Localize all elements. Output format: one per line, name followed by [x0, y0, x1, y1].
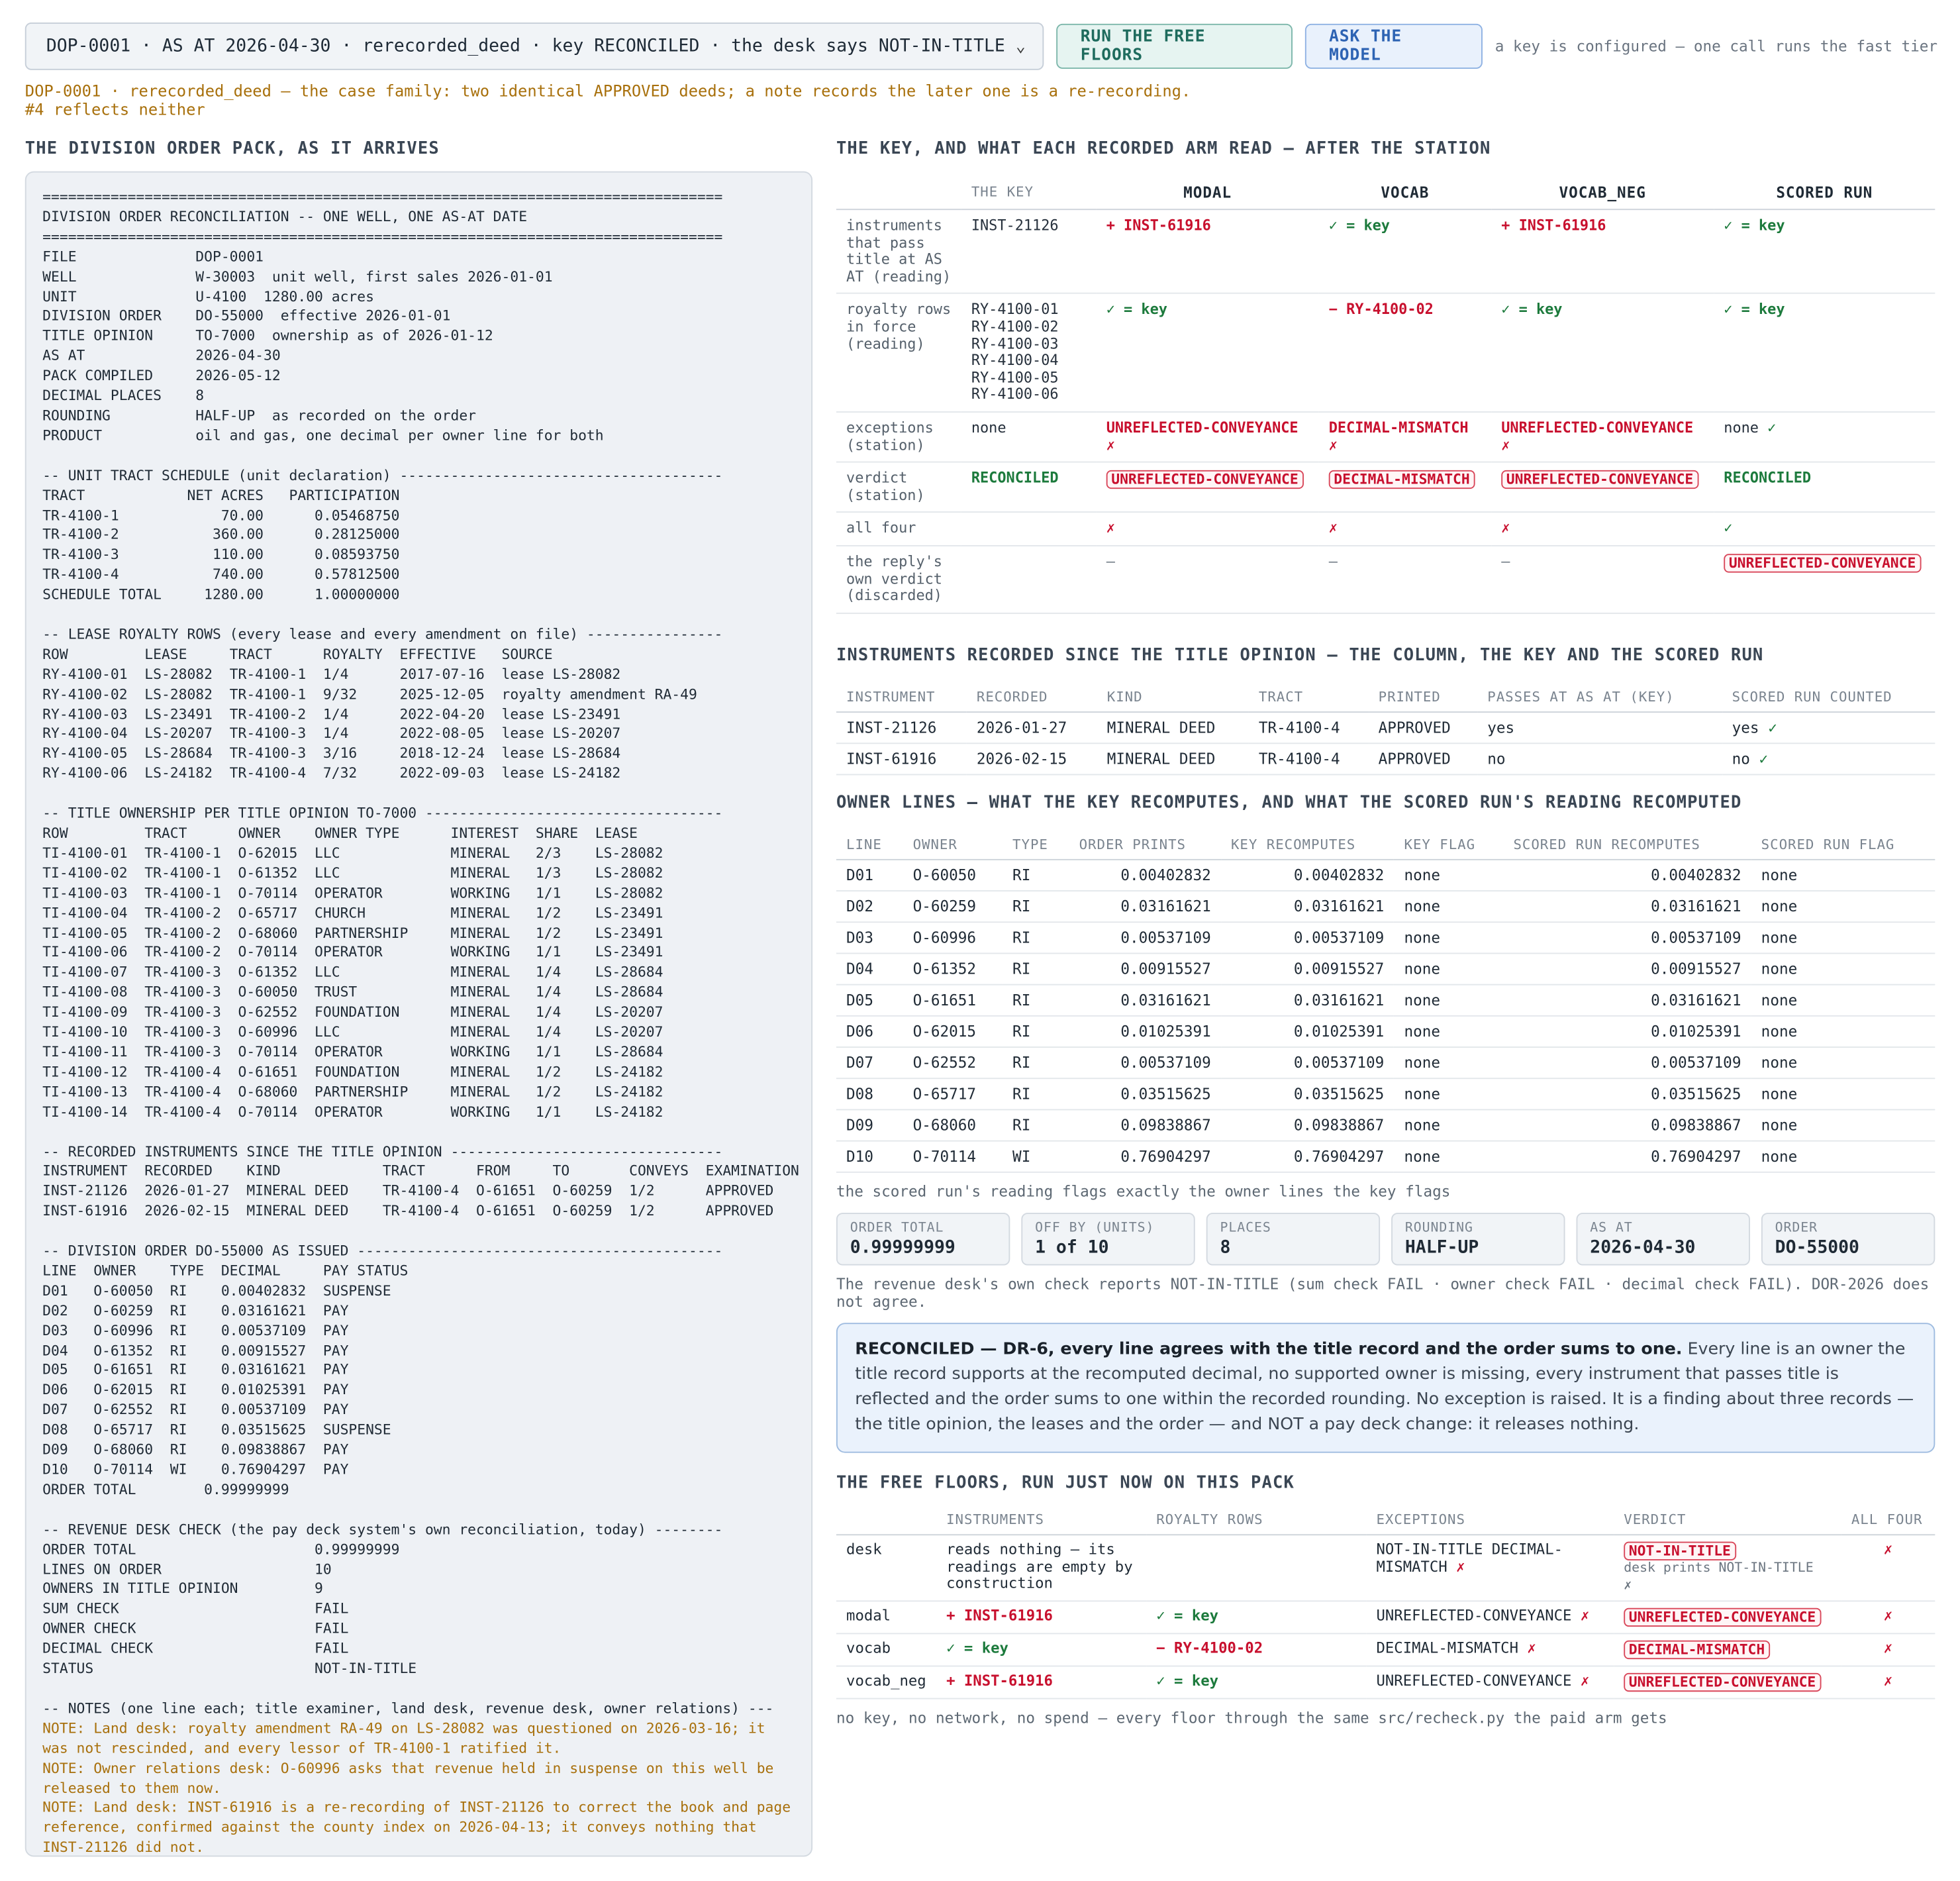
modal-value: ✓ = key: [1097, 293, 1319, 412]
row-all-four: [836, 513, 1935, 546]
cross-icon: ✗: [1501, 435, 1510, 454]
table-row: vocab ✓ = key − RY-4100-02 DECIMAL-MISMATCH ✗ DECIMAL-MISMATCH ✗: [836, 1633, 1935, 1666]
vocab-neg-value: + INST-61916: [1491, 209, 1714, 293]
pack-body: ================================================================================ DIVISION ORDER RECONCILIATION -- ONE WELL, ONE AS-AT DATE ================================================================================ FILE DOP-0001 WELL W-30003 unit well, first sales 2026-01-01 UNIT U-4100 1280.00 acres DIVISION ORDER DO-55000 effective 2026-01-01 TITLE OPINION TO-7000 ownership as of 2026-01-12 AS AT 2026-04-30 PACK COMPILED 2026-05-12 DECIMAL PLACES 8 ROUNDING HALF-UP as recorded on the order PRODUCT oil and gas, one decimal per owner line for both -- UNIT TRACT SCHEDULE (unit declaration) -------------------------------------- TRACT NET ACRES PARTICIPATION TR-4100-1 70.00 0.05468750 TR-4100-2 360.00 0.28125000 TR-4100-3 110.00 0.08593750 TR-4100-4 740.00 0.57812500 SCHEDULE TOTAL 1280.00 1.00000000 -- LEASE ROYALTY ROWS (every lease and every amendment on file) ---------------- ROW LEASE TRACT ROYALTY EFFECTIVE SOURCE RY-4100-01 LS-28082 TR-4100-1 1/4 2017-07-16 lease LS-28082 RY-4100-02 LS-28082 TR-4100-1 9/32 2025-12-05 royalty amendment RA-49 RY-4100-03 LS-23491 TR-4100-2 1/4 2022-04-20 lease LS-23491 RY-4100-04 LS-20207 TR-4100-3 1/4 2022-08-05 lease LS-20207 RY-4100-05 LS-28684 TR-4100-3 3/16 2018-12-24 lease LS-28684 RY-4100-06 LS-24182 TR-4100-4 7/32 2022-09-03 lease LS-24182 -- TITLE OWNERSHIP PER TITLE OPINION TO-7000 ----------------------------------- ROW TRACT OWNER OWNER TYPE INTEREST SHARE LEASE TI-4100-01 TR-4100-1 O-62015 LLC MINERAL 2/3 LS-28082 TI-4100-02 TR-4100-1 O-61352 LLC MINERAL 1/3 LS-28082 TI-4100-03 TR-4100-1 O-70114 OPERATOR WORKING 1/1 LS-28082 TI-4100-04 TR-4100-2 O-65717 CHURCH MINERAL 1/2 LS-23491 TI-4100-05 TR-4100-2 O-68060 PARTNERSHIP MINERAL 1/2 LS-23491 TI-4100-06 TR-4100-2 O-70114 OPERATOR WORKING 1/1 LS-23491 TI-4100-07 TR-4100-3 O-61352 LLC MINERAL 1/4 LS-28684 TI-4100-08 TR-4100-3 O-60050 TRUST MINERAL 1/4 LS-28684 TI-4100-09 TR-4100-3 O-62552 FOUNDATION MINERAL 1/4 LS-20207 TI-4100-10 TR-4100-3 O-60996 LLC MINERAL 1/4 LS-20207 TI-4100-11 TR-4100-3 O-70114 OPERATOR WORKING 1/1 LS-28684 TI-4100-12 TR-4100-4 O-61651 FOUNDATION MINERAL 1/2 LS-24182 TI-4100-13 TR-4100-4 O-68060 PARTNERSHIP MINERAL 1/2 LS-24182 TI-4100-14 TR-4100-4 O-70114 OPERATOR WORKING 1/1 LS-24182 -- RECORDED INSTRUMENTS SINCE THE TITLE OPINION -------------------------------- INSTRUMENT RECORDED KIND TRACT FROM TO CONVEYS EXAMINATION INST-21126 2026-01-27 MINERAL DEED TR-4100-4 O-61651 O-60259 1/2 APPROVED INST-61916 2026-02-15 MINERAL DEED TR-4100-4 O-61651 O-60259 1/2 APPROVED -- DIVISION ORDER DO-55000 AS ISSUED ------------------------------------------- LINE OWNER TYPE DECIMAL PAY STATUS D01 O-60050 RI 0.00402832 SUSPENSE D02 O-60259 RI 0.03161621 PAY D03 O-60996 RI 0.00537109 PAY D04 O-61352 RI 0.00915527 PAY D05 O-61651 RI 0.03161621 PAY D06 O-62015 RI 0.01025391 PAY D07 O-62552 RI 0.00537109 PAY D08 O-65717 RI 0.03515625 SUSPENSE D09 O-68060 RI 0.09838867 PAY D10 O-70114 WI 0.76904297 PAY ORDER TOTAL 0.99999999 -- REVENUE DESK CHECK (the pay deck system's own reconciliation, today) -------- ORDER TOTAL 0.99999999 LINES ON ORDER 10 OWNERS IN TITLE OPINION 9 SUM CHECK FAIL OWNER CHECK FAIL DECIMAL CHECK FAIL STATUS NOT-IN-TITLE -- NOTES (one line each; title examiner, land desk, revenue desk, owner relations) ---: [42, 189, 799, 1717]
row-label: royalty rows in force (reading): [836, 293, 961, 412]
check-icon: ✓: [1768, 719, 1777, 737]
vocab-value: [1319, 462, 1492, 513]
run-free-floors-button[interactable]: RUN THE FREE FLOORS: [1057, 24, 1293, 69]
col-modal: MODAL: [1097, 176, 1319, 209]
cross-icon: ✗: [1097, 513, 1319, 546]
cross-icon: ✗: [1883, 1606, 1893, 1625]
table-row: D05 O-61651 RI 0.03161621 0.03161621 none 0.03161621 none: [836, 985, 1935, 1016]
table-row: D08 O-65717 RI 0.03515625 0.03515625 none 0.03515625 none: [836, 1078, 1935, 1109]
table-row: vocab_neg + INST-61916 ✓ = key UNREFLECTED-CONVEYANCE ✗ UNREFLECTED-CONVEYANCE ✗: [836, 1666, 1935, 1698]
key-value: INST-21126: [961, 209, 1097, 293]
verdict-badge: UNREFLECTED-CONVEYANCE: [1624, 1673, 1821, 1692]
cross-icon: ✗: [1883, 1671, 1893, 1690]
vocab-neg-value: ✓ = key: [1491, 293, 1714, 412]
cross-icon: ✗: [1883, 1639, 1893, 1657]
owner-lines-heading: OWNER LINES — WHAT THE KEY RECOMPUTES, AND WHAT THE SCORED RUN'S READING RECOMPUTED: [836, 792, 1742, 813]
table-row: D03 O-60996 RI 0.00537109 0.00537109 none 0.00537109 none: [836, 922, 1935, 953]
verdict-badge: UNREFLECTED-CONVEYANCE: [1501, 470, 1698, 489]
owner-lines-section: [836, 793, 1935, 1727]
key-value: RY-4100-01 RY-4100-02 RY-4100-03 RY-4100-04 RY-4100-05 RY-4100-06: [961, 293, 1097, 412]
summary-tile: ORDER DO-55000: [1761, 1213, 1935, 1265]
row-exceptions: [836, 412, 1935, 462]
instruments-table: [836, 683, 1935, 776]
vocab-value: —: [1319, 546, 1492, 613]
check-icon: ✓: [1714, 513, 1935, 546]
check-icon: ✓: [1767, 419, 1777, 436]
top-bar: [25, 23, 1937, 70]
table-row: D04 O-61352 RI 0.00915527 0.00915527 none 0.00915527 none: [836, 953, 1935, 984]
cross-icon: ✗: [1624, 1577, 1632, 1593]
vocab-neg-value: [1491, 462, 1714, 513]
row-instruments: [836, 209, 1935, 293]
table-row: D01 O-60050 RI 0.00402832 0.00402832 none 0.00402832 none: [836, 860, 1935, 891]
case-select[interactable]: [25, 23, 1044, 70]
col-vocab-neg: VOCAB_NEG: [1491, 176, 1714, 209]
key-section: [836, 139, 1935, 614]
cross-icon: ✗: [1527, 1639, 1536, 1657]
case-select-value: DOP-0001 · AS AT 2026-04-30 · rerecorded_deed · key RECONCILED · the desk says NOT-IN-TITLE: [46, 36, 1005, 56]
vocab-value: − RY-4100-02: [1319, 293, 1492, 412]
key-table: [836, 176, 1935, 613]
verdict-badge: UNREFLECTED-CONVEYANCE: [1624, 1608, 1821, 1627]
key-table-header: [836, 176, 1935, 209]
cross-icon: ✗: [1328, 435, 1338, 454]
cross-icon: ✗: [1491, 513, 1714, 546]
row-label: instruments that pass title at AS AT (reading): [836, 209, 961, 293]
vocab-neg-value: —: [1491, 546, 1714, 613]
table-row: INST-61916 2026-02-15 MINERAL DEED TR-4100-4 APPROVED no no ✓: [836, 743, 1935, 774]
verdict-badge: DECIMAL-MISMATCH: [1329, 470, 1475, 489]
row-label: all four: [836, 513, 961, 546]
check-icon: ✓: [1759, 750, 1769, 768]
instruments-section: [836, 645, 1935, 775]
modal-value: + INST-61916: [1097, 209, 1319, 293]
verdict-badge: UNREFLECTED-CONVEYANCE: [1724, 554, 1921, 572]
chevron-down-icon: ⌄: [1015, 36, 1026, 56]
owner-lines-table: [836, 830, 1935, 1172]
row-label: the reply's own verdict (discarded): [836, 546, 961, 613]
summary-tile: ORDER TOTAL 0.99999999: [836, 1213, 1010, 1265]
cross-icon: ✗: [1319, 513, 1492, 546]
case-family-note: DOP-0001 · rerecorded_deed — the case family: two identical APPROVED deeds; a note records the later one is a re-recording. #4 reflects neither: [24, 81, 1191, 119]
summary-tile: OFF BY (UNITS) 1 of 10: [1021, 1213, 1195, 1265]
modal-value: [1097, 462, 1319, 513]
scored-value: RECONCILED: [1714, 462, 1935, 513]
key-value: none: [961, 412, 1097, 462]
cross-icon: ✗: [1106, 435, 1115, 454]
verdict-body: Every line is an owner the title record supports at the recomputed decimal, no supported owner is missing, every instrument that passes title is reflected and the order sums to one within the recorded rounding. No exception is raised. It is a finding about three records — the title opinion, the leases and the order — and NOT a pay deck change: it releases nothing.: [855, 1340, 1914, 1435]
vocab-neg-value: UNREFLECTED-CONVEYANCE ✗: [1491, 412, 1714, 462]
desk-check-note: The revenue desk's own check reports NOT-IN-TITLE (sum check FAIL · owner check FAIL · decimal check FAIL). DOR-2026 does not agree.: [836, 1275, 1930, 1311]
floors-footnote: no key, no network, no spend — every floor through the same src/recheck.py the paid arm gets: [836, 1709, 1667, 1727]
verdict-badge: NOT-IN-TITLE: [1624, 1542, 1736, 1560]
floors-table: [836, 1505, 1935, 1700]
table-row: INST-21126 2026-01-27 MINERAL DEED TR-4100-4 APPROVED yes yes ✓: [836, 712, 1935, 743]
verdict-box: [836, 1323, 1935, 1452]
table-row: D07 O-62552 RI 0.00537109 0.00537109 none 0.00537109 none: [836, 1047, 1935, 1078]
table-row: D09 O-68060 RI 0.09838867 0.09838867 none 0.09838867 none: [836, 1109, 1935, 1141]
table-row: D06 O-62015 RI 0.01025391 0.01025391 none 0.01025391 none: [836, 1016, 1935, 1047]
scored-value: [1714, 546, 1935, 613]
cross-icon: ✗: [1883, 1540, 1893, 1558]
scored-value: ✓ = key: [1714, 209, 1935, 293]
instruments-heading: INSTRUMENTS RECORDED SINCE THE TITLE OPINION — THE COLUMN, THE KEY AND THE SCORED RUN: [836, 645, 1764, 666]
floors-header: INSTRUMENTS ROYALTY ROWS EXCEPTIONS VERDICT ALL FOUR: [836, 1505, 1935, 1535]
vocab-value: ✓ = key: [1319, 209, 1492, 293]
vocab-value: DECIMAL-MISMATCH ✗: [1319, 412, 1492, 462]
scored-value: none ✓: [1714, 412, 1935, 462]
table-row: D10 O-70114 WI 0.76904297 0.76904297 none 0.76904297 none: [836, 1141, 1935, 1172]
col-vocab: VOCAB: [1319, 176, 1492, 209]
instruments-header: INSTRUMENT RECORDED KIND TRACT PRINTED PASSES AT AS AT (KEY) SCORED RUN COUNTED: [836, 683, 1935, 712]
pack-heading: THE DIVISION ORDER PACK, AS IT ARRIVES: [24, 138, 440, 159]
summary-tile: AS AT 2026-04-30: [1577, 1213, 1750, 1265]
verdict-badge: UNREFLECTED-CONVEYANCE: [1106, 470, 1304, 489]
verdict-lead: RECONCILED — DR-6, every line agrees with the title record and the order sums to one.: [855, 1340, 1683, 1360]
division-order-pack: [25, 172, 812, 1857]
owner-lines-footnote: the scored run's reading flags exactly the owner lines the key flags: [836, 1182, 1451, 1201]
row-verdict: [836, 462, 1935, 513]
cross-icon: ✗: [1580, 1606, 1590, 1625]
row-label: exceptions (station): [836, 412, 961, 462]
pack-notes: NOTE: Land desk: royalty amendment RA-49 on LS-28082 was questioned on 2026-03-16; it was not rescinded, and every lessor of TR-4100-1 ratified it. NOTE: Owner relations desk: O-60996 asks that revenue held in suspense on this well be released to them now. NOTE: Land desk: INST-61916 is a re-recording of INST-21126 to correct the book and page reference, confirmed against the county index on 2026-04-13; it conveys nothing that INST-21126 did not.: [42, 1720, 791, 1856]
floors-heading: THE FREE FLOORS, RUN JUST NOW ON THIS PACK: [836, 1472, 1295, 1494]
verdict-badge: DECIMAL-MISMATCH: [1624, 1641, 1770, 1659]
summary-tile: ROUNDING HALF-UP: [1391, 1213, 1565, 1265]
col-key: THE KEY: [961, 176, 1097, 209]
row-royalty: [836, 293, 1935, 412]
summary-tiles: [836, 1213, 1935, 1265]
row-own-verdict: [836, 546, 1935, 613]
ask-model-button[interactable]: ASK THE MODEL: [1305, 24, 1483, 69]
summary-tile: PLACES 8: [1206, 1213, 1380, 1265]
key-value: RECONCILED: [961, 462, 1097, 513]
key-heading: THE KEY, AND WHAT EACH RECORDED ARM READ — AFTER THE STATION: [836, 138, 1491, 159]
cross-icon: ✗: [1456, 1557, 1465, 1575]
col-scored-run: SCORED RUN: [1714, 176, 1935, 209]
table-row: desk reads nothing — its readings are empty by construction NOT-IN-TITLE DECIMAL-MISMATCH ✗ NOT-IN-TITLE desk prints NOT-IN-TITLE ✗ ✗: [836, 1535, 1935, 1601]
modal-value: UNREFLECTED-CONVEYANCE ✗: [1097, 412, 1319, 462]
table-row: modal + INST-61916 ✓ = key UNREFLECTED-CONVEYANCE ✗ UNREFLECTED-CONVEYANCE ✗: [836, 1601, 1935, 1633]
table-row: D02 O-60259 RI 0.03161621 0.03161621 none 0.03161621 none: [836, 891, 1935, 922]
owner-lines-header: LINE OWNER TYPE ORDER PRINTS KEY RECOMPUTES KEY FLAG SCORED RUN RECOMPUTES SCORED RUN FLAG: [836, 830, 1935, 859]
modal-value: —: [1097, 546, 1319, 613]
key-hint: a key is configured — one call runs the fast tier: [1494, 37, 1938, 56]
cross-icon: ✗: [1580, 1671, 1590, 1690]
scored-value: ✓ = key: [1714, 293, 1935, 412]
row-label: verdict (station): [836, 462, 961, 513]
